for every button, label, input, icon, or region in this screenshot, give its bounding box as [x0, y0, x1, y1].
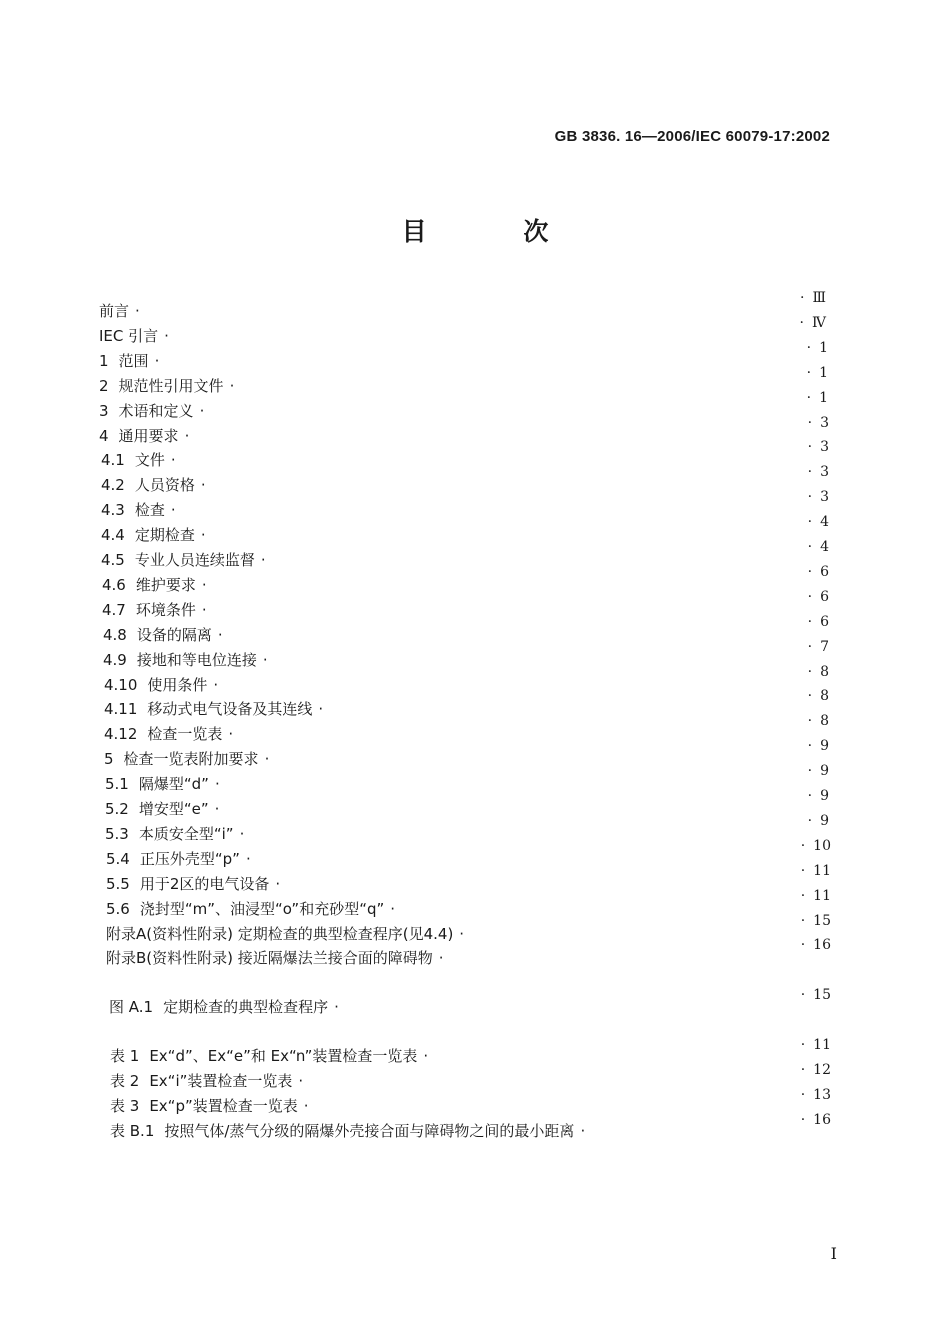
figure-entry[interactable] — [109, 996, 339, 1017]
toc-page-value: 4 — [820, 539, 829, 555]
toc-number: 2 — [99, 376, 109, 395]
leader-dot: · — [217, 625, 223, 644]
leader-dot: · — [200, 476, 206, 495]
toc-text: 增安型“e” — [138, 800, 209, 818]
toc-text: 环境条件 — [135, 600, 196, 619]
leader-dot: · — [807, 788, 813, 804]
toc-page-number — [748, 340, 828, 356]
figure-page-value: 15 — [813, 987, 831, 1003]
toc-page-value: 6 — [820, 563, 829, 580]
leader-dot: · — [201, 575, 207, 594]
toc-entry[interactable] — [101, 549, 266, 570]
table-page-number — [751, 1062, 831, 1078]
leader-dot: · — [184, 426, 190, 445]
leader-dot: · — [800, 1112, 806, 1128]
toc-page-number — [749, 639, 829, 655]
toc-number: 4.7 — [102, 600, 126, 619]
toc-page-number — [749, 489, 829, 505]
toc-page-number — [749, 713, 829, 729]
leader-dot: · — [807, 464, 813, 481]
toc-entry[interactable] — [106, 947, 444, 968]
table-page-value: 11 — [813, 1037, 831, 1053]
toc-number: 5 — [104, 750, 114, 769]
toc-entry[interactable] — [99, 375, 234, 396]
leader-dot: · — [214, 775, 220, 794]
toc-text: 文件 — [134, 451, 165, 470]
toc-page-value: 15 — [813, 912, 831, 929]
leader-dot: · — [170, 451, 176, 470]
leader-dot: · — [170, 501, 176, 520]
toc-number: 4.12 — [104, 725, 138, 744]
toc-entry[interactable] — [102, 574, 207, 595]
toc-entry[interactable] — [106, 848, 251, 869]
toc-text: 隔爆型“d” — [138, 775, 209, 794]
leader-dot: · — [800, 1062, 806, 1078]
toc-entry[interactable] — [104, 698, 323, 719]
toc-page-number — [749, 763, 829, 779]
toc-number: 3 — [99, 401, 109, 420]
toc-page-value: 9 — [820, 812, 829, 829]
leader-dot: · — [807, 514, 813, 531]
leader-dot: · — [390, 899, 396, 918]
leader-dot: · — [806, 364, 812, 381]
toc-page-number — [749, 439, 829, 455]
table-page-number — [751, 1087, 831, 1103]
leader-dot: · — [200, 526, 206, 545]
toc-entry[interactable] — [104, 748, 269, 769]
leader-dot: · — [807, 738, 813, 755]
toc-page-value: 3 — [820, 439, 829, 456]
figure-text: 定期检查的典型检查程序 — [163, 998, 329, 1016]
table-page-number — [751, 1112, 831, 1128]
toc-number: 4.3 — [101, 501, 125, 520]
toc-page-number — [749, 539, 829, 555]
toc-page-value: 6 — [820, 588, 829, 605]
leader-dot: · — [201, 600, 207, 619]
toc-page-value: 6 — [820, 613, 829, 630]
leader-dot: · — [800, 987, 806, 1003]
leader-dot: · — [303, 1097, 309, 1115]
leader-dot: · — [298, 1072, 304, 1090]
leader-dot: · — [438, 949, 444, 968]
leader-dot: · — [807, 588, 813, 605]
toc-page-number — [749, 589, 829, 605]
leader-dot: · — [800, 887, 806, 904]
toc-text: 正压外壳型“p” — [139, 849, 240, 868]
toc-entry[interactable] — [104, 723, 233, 744]
figure-number: 图 A.1 — [109, 998, 154, 1016]
toc-page-value: 1 — [819, 364, 828, 381]
table-text: Ex“p”装置检查一览表 — [149, 1097, 298, 1115]
standard-code: GB 3836. 16—2006/IEC 60079-17:2002 — [554, 128, 830, 145]
toc-text: IEC 引言 — [99, 326, 159, 345]
toc-entry[interactable] — [103, 649, 268, 670]
toc-number: 5.4 — [106, 849, 130, 868]
leader-dot: · — [154, 351, 160, 370]
toc-entry[interactable] — [106, 873, 280, 894]
toc-page-number — [751, 937, 831, 953]
toc-page-value: 11 — [813, 862, 831, 879]
toc-text: 术语和定义 — [118, 401, 194, 420]
toc-text: 检查 — [134, 501, 165, 520]
toc-page-number — [749, 614, 829, 630]
leader-dot: · — [807, 563, 813, 580]
table-number: 表 3 — [110, 1097, 140, 1115]
toc-page-value: 7 — [820, 638, 829, 655]
toc-entry[interactable] — [99, 300, 140, 321]
toc-text: 规范性引用文件 — [118, 376, 224, 395]
toc-number: 4.9 — [103, 650, 127, 669]
table-number: 表 2 — [110, 1072, 140, 1090]
leader-dot: · — [334, 998, 339, 1016]
toc-text: 通用要求 — [118, 426, 179, 445]
toc-page-value: 3 — [820, 414, 829, 431]
leader-dot: · — [164, 326, 169, 345]
toc-page-number — [749, 738, 829, 754]
toc-page-value: 3 — [820, 489, 829, 506]
toc-entry[interactable] — [103, 624, 223, 645]
toc-text: 维护要求 — [135, 575, 196, 594]
toc-page-value: 8 — [820, 688, 829, 705]
table-page-value: 13 — [813, 1087, 831, 1103]
toc-number: 4.11 — [104, 700, 138, 719]
toc-number: 4.2 — [101, 476, 125, 495]
toc-number: 4 — [99, 426, 109, 445]
toc-page-number — [748, 390, 828, 406]
toc-number: 4.5 — [101, 551, 125, 569]
table-page-number — [751, 1037, 831, 1053]
toc-text: 用于2区的电气设备 — [139, 874, 270, 893]
page-folio: I — [830, 1244, 837, 1263]
toc-page-value: 11 — [813, 887, 831, 904]
toc-text: 范围 — [118, 351, 149, 370]
leader-dot: · — [229, 376, 235, 395]
toc-page-number — [749, 415, 829, 431]
figure-page-number — [751, 987, 831, 1003]
table-entry[interactable] — [110, 1120, 585, 1141]
toc-entry[interactable] — [106, 898, 395, 919]
leader-dot: · — [260, 551, 266, 569]
toc-page-number — [751, 913, 831, 929]
toc-page-number — [748, 365, 828, 381]
toc-entry[interactable] — [99, 325, 169, 346]
toc-text: 移动式电气设备及其连线 — [147, 700, 313, 719]
toc-entry[interactable] — [104, 674, 218, 695]
page-title: 目 次 — [401, 217, 593, 246]
toc-number: 4.10 — [104, 675, 138, 694]
toc-page-number — [749, 788, 829, 804]
toc-text: 设备的隔离 — [136, 625, 212, 644]
toc-page-number — [746, 290, 826, 306]
toc-entry[interactable] — [99, 425, 189, 446]
toc-page-value: 3 — [820, 464, 829, 481]
toc-entry[interactable] — [101, 474, 206, 495]
leader-dot: · — [806, 339, 812, 356]
leader-dot: · — [807, 613, 813, 630]
leader-dot: · — [807, 489, 813, 506]
toc-entry[interactable] — [105, 798, 219, 819]
leader-dot: · — [135, 302, 140, 320]
toc-number: 4.1 — [101, 451, 125, 470]
table-entry[interactable] — [110, 1070, 303, 1091]
toc-page-number — [751, 863, 831, 879]
toc-text: 浇封型“m”、油浸型“o”和充砂型“q” — [139, 899, 385, 918]
table-number: 表 1 — [110, 1047, 140, 1065]
toc-page-value: 8 — [820, 713, 829, 730]
leader-dot: · — [580, 1122, 586, 1140]
toc-entry[interactable] — [99, 400, 204, 421]
leader-dot: · — [800, 862, 806, 879]
toc-entry[interactable] — [106, 923, 464, 944]
toc-entry[interactable] — [105, 823, 244, 844]
toc-page-number — [751, 838, 831, 854]
toc-number: 5.5 — [106, 874, 130, 893]
toc-page-number — [749, 564, 829, 580]
toc-page-value: 1 — [819, 389, 828, 406]
leader-dot: · — [262, 650, 268, 669]
toc-page-value: 1 — [819, 339, 828, 356]
toc-page-value: 8 — [820, 663, 829, 680]
leader-dot: · — [228, 725, 234, 744]
leader-dot: · — [800, 1037, 806, 1053]
leader-dot: · — [807, 763, 813, 780]
toc-number: 5.3 — [105, 824, 129, 843]
toc-page-value: 9 — [820, 763, 829, 780]
toc-page-number — [749, 664, 829, 680]
leader-dot: · — [807, 663, 813, 680]
toc-page-value: 16 — [813, 937, 831, 954]
leader-dot: · — [800, 290, 805, 306]
toc-entry[interactable] — [102, 599, 207, 620]
leader-dot: · — [264, 750, 270, 769]
toc-page-number — [749, 688, 829, 704]
toc-page-value: 4 — [820, 514, 829, 531]
leader-dot: · — [807, 414, 813, 431]
toc-text: 本质安全型“i” — [138, 824, 234, 843]
table-text: Ex“i”装置检查一览表 — [149, 1072, 293, 1090]
leader-dot: · — [245, 849, 251, 868]
table-entry[interactable] — [110, 1095, 309, 1116]
toc-entry[interactable] — [101, 449, 176, 470]
leader-dot: · — [459, 924, 465, 943]
toc-number: 1 — [99, 351, 109, 370]
leader-dot: · — [806, 389, 812, 406]
leader-dot: · — [275, 874, 281, 893]
toc-number: 5.1 — [105, 775, 129, 794]
toc-entry[interactable] — [105, 773, 220, 794]
toc-page-number — [749, 813, 829, 829]
leader-dot: · — [799, 314, 804, 331]
table-text: 按照气体/蒸气分级的隔爆外壳接合面与障碍物之间的最小距离 — [164, 1122, 575, 1140]
toc-text: 接地和等电位连接 — [136, 650, 257, 669]
toc-number: 4.4 — [101, 526, 125, 545]
toc-number: 5.2 — [105, 800, 129, 818]
toc-page-number — [749, 464, 829, 480]
toc-entry[interactable] — [101, 499, 176, 520]
toc-page-number — [749, 514, 829, 530]
toc-page-number — [751, 888, 831, 904]
toc-text: 使用条件 — [147, 675, 208, 694]
toc-page-value: 9 — [820, 788, 829, 804]
toc-text: 人员资格 — [134, 476, 195, 495]
table-entry[interactable] — [110, 1045, 428, 1066]
leader-dot: · — [807, 713, 813, 730]
leader-dot: · — [800, 837, 806, 854]
toc-text: 检查一览表附加要求 — [123, 750, 259, 769]
toc-entry[interactable] — [101, 524, 206, 545]
toc-entry[interactable] — [99, 350, 159, 371]
toc-number: 5.6 — [106, 899, 130, 918]
toc-page-value: Ⅳ — [812, 314, 826, 331]
leader-dot: · — [318, 700, 324, 719]
toc-text: 附录A(资料性附录) 定期检查的典型检查程序(见4.4) — [106, 924, 454, 943]
table-text: Ex“d”、Ex“e”和 Ex“n”装置检查一览表 — [149, 1047, 418, 1065]
toc-text: 定期检查 — [134, 526, 195, 545]
toc-page-value: Ⅲ — [812, 290, 826, 306]
leader-dot: · — [213, 675, 219, 694]
leader-dot: · — [800, 937, 806, 954]
toc-page-value: 10 — [813, 837, 831, 854]
toc-text: 专业人员连续监督 — [134, 551, 255, 569]
table-number: 表 B.1 — [110, 1122, 155, 1140]
leader-dot: · — [199, 401, 205, 420]
leader-dot: · — [423, 1047, 429, 1065]
toc-text: 前言 — [99, 302, 130, 320]
toc-text: 检查一览表 — [147, 725, 223, 744]
leader-dot: · — [800, 1087, 806, 1103]
leader-dot: · — [800, 912, 806, 929]
table-page-value: 16 — [813, 1112, 831, 1128]
table-page-value: 12 — [813, 1062, 831, 1078]
leader-dot: · — [807, 439, 813, 456]
leader-dot: · — [807, 638, 813, 655]
toc-number: 4.6 — [102, 575, 126, 594]
toc-page-value: 9 — [820, 738, 829, 755]
leader-dot: · — [214, 800, 220, 818]
leader-dot: · — [807, 688, 813, 705]
leader-dot: · — [807, 539, 813, 555]
leader-dot: · — [239, 824, 245, 843]
leader-dot: · — [807, 812, 813, 829]
toc-text: 附录B(资料性附录) 接近隔爆法兰接合面的障碍物 — [106, 949, 433, 968]
toc-page-number — [746, 315, 826, 331]
toc-number: 4.8 — [103, 625, 127, 644]
